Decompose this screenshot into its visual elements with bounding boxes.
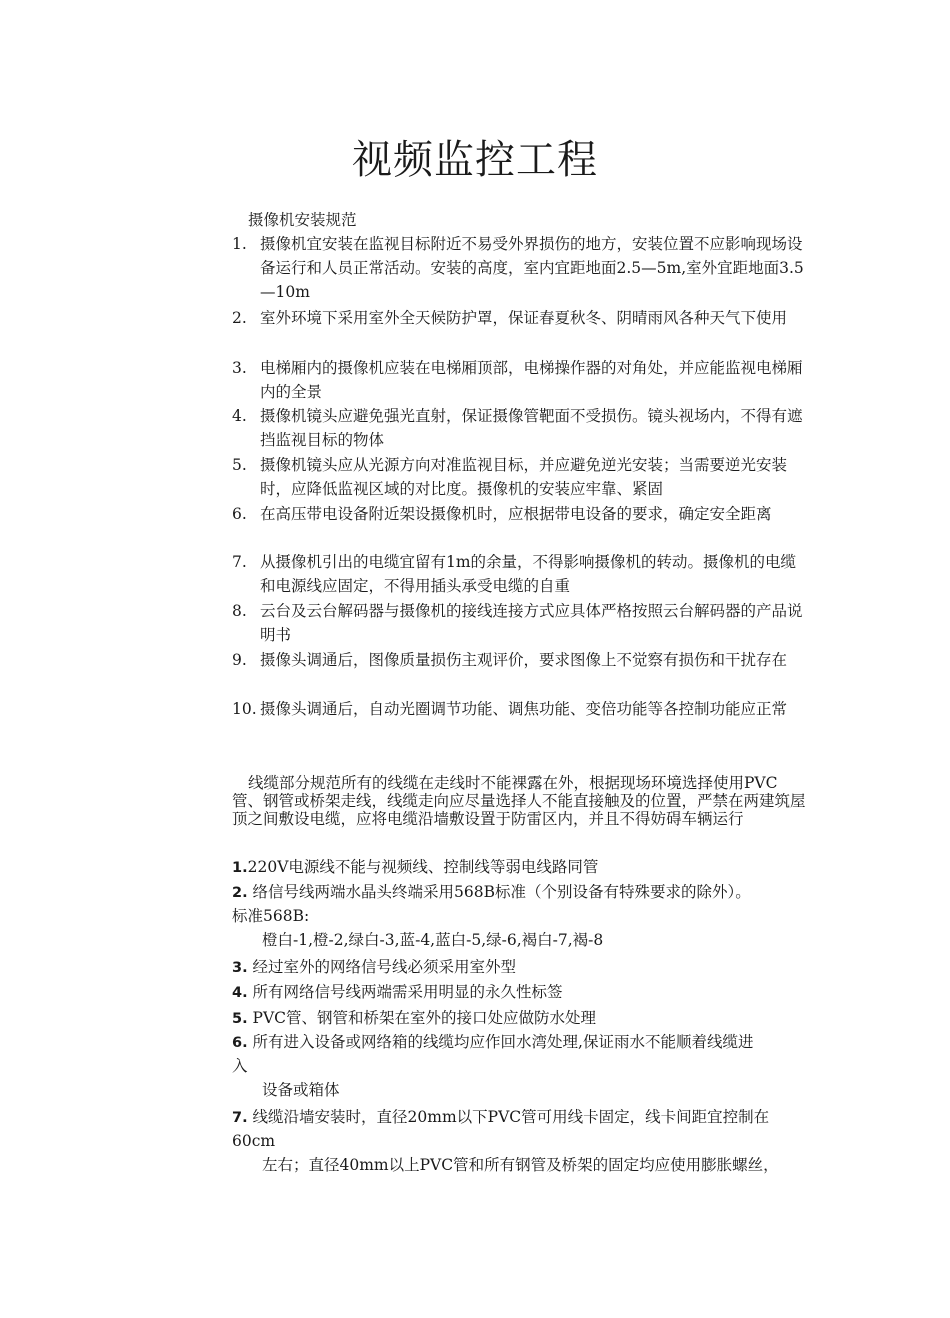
item-number: 9. [232, 651, 247, 669]
list-item [232, 232, 807, 304]
item-text: PVC管、钢管和桥架在室外的接口处应做防水处理 [252, 1009, 597, 1027]
color-sequence: 橙白-1,橙-2,绿白-3,蓝-4,蓝白-5,绿-6,褐白-7,褐-8 [262, 931, 604, 949]
item-text: 经过室外的网络信号线必须采用室外型 [252, 958, 517, 976]
item-number: 6. [232, 505, 247, 523]
item-text: 摄像头调通后，图像质量损伤主观评价，要求图像上不觉察有损伤和干扰存在 [260, 651, 788, 669]
item-number: 5. [232, 1011, 248, 1027]
item-number: 1. [232, 235, 247, 253]
list-item [232, 599, 807, 647]
list-item [232, 550, 807, 598]
cable-section-intro: 线缆部分规范所有的线缆在走线时不能裸露在外，根据现场环境选择使用PVC管、钢管或桥架走线，线缆走向应尽量选择人不能直接触及的位置，严禁在两建筑屋顶之间敷设电缆，应将电缆沿墙敷设置于防雷区内，并且不得妨碍车辆运行 [232, 774, 806, 828]
list-item [232, 980, 812, 1005]
item-continuation: 60cm [232, 1132, 276, 1150]
list-item [232, 1006, 812, 1031]
item-continuation: 入 [232, 1057, 248, 1075]
list-item [232, 648, 807, 672]
item-text: 络信号线两端水晶头终端采用568B标准（个别设备有特殊要求的除外）。 [252, 883, 751, 901]
item-text: 电梯厢内的摄像机应装在电梯厢顶部，电梯操作器的对角处，并应能监视电梯厢内的全景 [260, 359, 803, 401]
item-number: 2. [232, 309, 247, 327]
item-number: 3. [232, 359, 247, 377]
list-item [232, 453, 807, 501]
item-text: 摄像机镜头应避免强光直射，保证摄像管靶面不受损伤。镜头视场内，不得有遮挡监视目标的物体 [260, 407, 803, 449]
list-item [232, 306, 807, 330]
item-number: 3. [232, 960, 248, 976]
item-continuation: 左右；直径40mm以上PVC管和所有钢管及桥架的固定均应使用膨胀螺丝， [262, 1156, 779, 1174]
item-number: 1. [232, 860, 248, 876]
item-text: 室外环境下采用室外全天候防护罩，保证春夏秋冬、阴晴雨风各种天气下使用 [260, 309, 788, 327]
list-item [232, 697, 807, 721]
item-number: 2. [232, 885, 248, 901]
item-text: 摄像头调通后，自动光圈调节功能、调焦功能、变倍功能等各控制功能应正常 [260, 700, 788, 718]
item-text: 220V电源线不能与视频线、控制线等弱电线路同管 [247, 858, 599, 876]
item-number: 6. [232, 1035, 248, 1051]
camera-section-heading: 摄像机安装规范 [248, 211, 357, 229]
item-number: 4. [232, 407, 247, 425]
item-text: 线缆沿墙安装时，直径20mm以下PVC管可用线卡固定，线卡间距宜控制在 [252, 1108, 770, 1126]
item-text: 所有进入设备或网络箱的线缆均应作回水湾处理,保证雨水不能顺着线缆进 [252, 1033, 754, 1051]
item-number: 5. [232, 456, 247, 474]
list-item [232, 855, 812, 880]
item-number: 7. [232, 1110, 248, 1126]
list-item [232, 356, 807, 404]
item-continuation: 标准568B: [232, 907, 310, 925]
list-item [232, 880, 812, 905]
item-text: 从摄像机引出的电缆宜留有1m的余量，不得影响摄像机的转动。摄像机的电缆和电源线应固定，不得用插头承受电缆的自重 [260, 553, 797, 595]
document-title: 视频监控工程 [352, 137, 598, 183]
item-text: 摄像机宜安装在监视目标附近不易受外界损伤的地方，安装位置不应影响现场设备运行和人员正常活动。安装的高度，室内宜距地面2.5—5m,室外宜距地面3.5—10m [260, 235, 804, 301]
item-text: 所有网络信号线两端需采用明显的永久性标签 [252, 983, 563, 1001]
item-number: 10. [232, 700, 257, 718]
list-item [232, 1105, 812, 1130]
item-number: 7. [232, 553, 247, 571]
list-item [232, 1030, 812, 1055]
item-number: 4. [232, 985, 248, 1001]
item-text: 云台及云台解码器与摄像机的接线连接方式应具体严格按照云台解码器的产品说明书 [260, 602, 803, 644]
list-item [232, 955, 812, 980]
list-item [232, 404, 807, 452]
item-text: 在高压带电设备附近架设摄像机时，应根据带电设备的要求，确定安全距离 [260, 505, 772, 523]
item-continuation: 设备或箱体 [262, 1081, 340, 1099]
list-item [232, 502, 807, 526]
item-text: 摄像机镜头应从光源方向对准监视目标，并应避免逆光安装；当需要逆光安装时，应降低监视区域的对比度。摄像机的安装应牢靠、紧固 [260, 456, 788, 498]
item-number: 8. [232, 602, 247, 620]
